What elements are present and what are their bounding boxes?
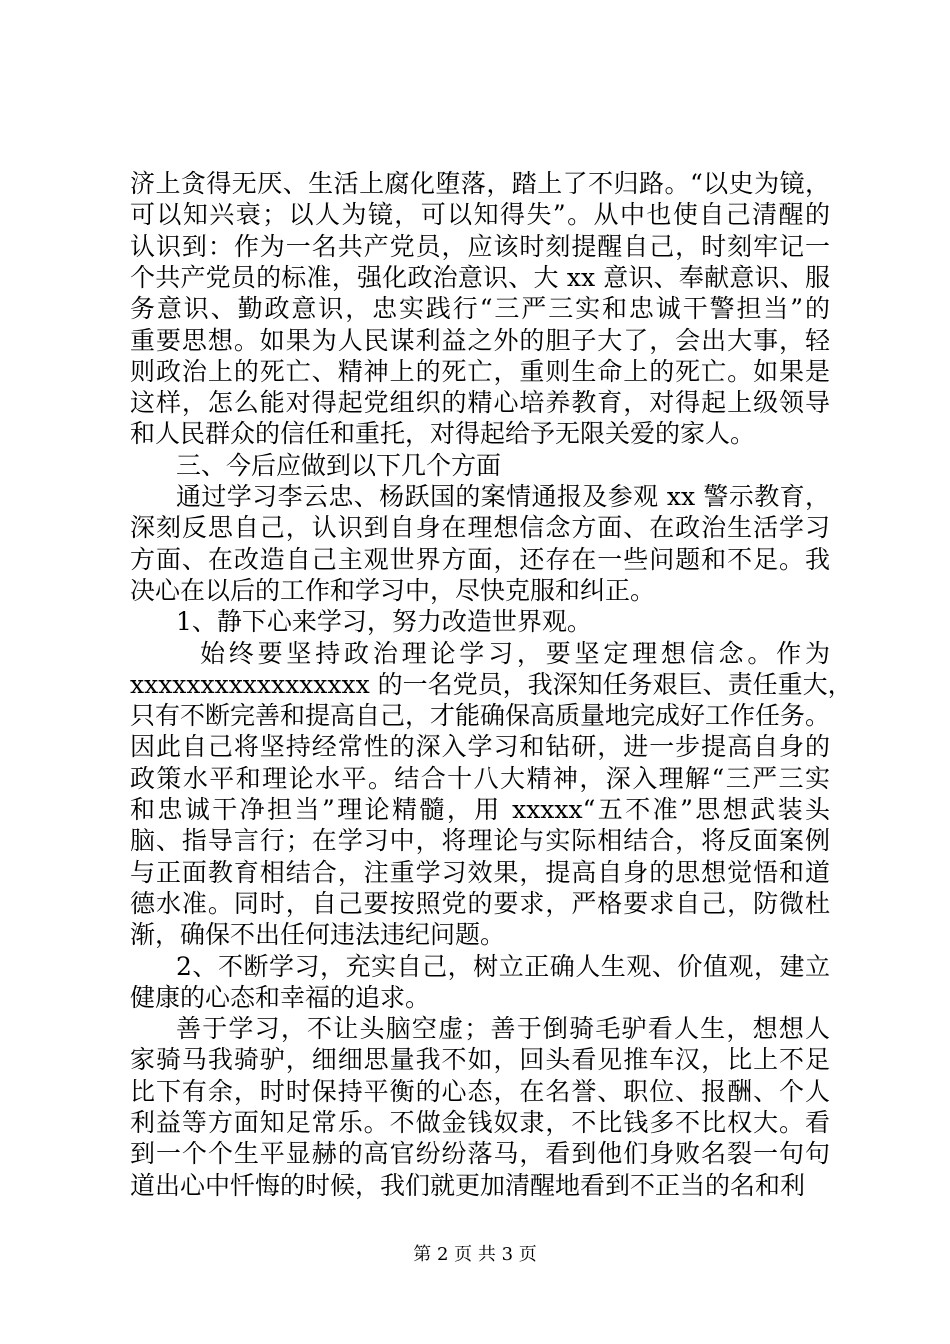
text-line: 务意识、勤政意识，忠实践行“三严三实和忠诚干警担当”的 xyxy=(130,294,830,324)
text-line: 因此自己将坚持经常性的深入学习和钻研，进一步提高自身的 xyxy=(130,732,830,762)
text-line: 比下有余，时时保持平衡的心态，在名誉、职位、报酬、个人 xyxy=(130,1076,830,1106)
text-line: 与正面教育相结合，注重学习效果，提高自身的思想觉悟和道 xyxy=(130,857,830,887)
text-line: 政策水平和理论水平。结合十八大精神，深入理解“三严三实 xyxy=(130,763,830,793)
text-line: 德水准。同时，自己要按照党的要求，严格要求自己，防微杜 xyxy=(130,888,830,918)
text-line: 渐，确保不出任何违法违纪问题。 xyxy=(130,920,506,950)
text-line: 通过学习李云忠、杨跃国的案情通报及参观 xx 警示教育， xyxy=(176,482,830,511)
text-line: 道出心中忏悔的时候，我们就更加清醒地看到不正当的名和利 xyxy=(130,1170,806,1200)
text-line: 到一个个生平显赫的高官纷纷落马，看到他们身败名裂一句句 xyxy=(130,1139,830,1169)
text-line: xxxxxxxxxxxxxxxxx 的一名党员，我深知任务艰巨、责任重大， xyxy=(130,669,853,699)
text-line: 则政治上的死亡、精神上的死亡，重则生命上的死亡。如果是 xyxy=(130,356,830,386)
text-line: 善于学习，不让头脑空虚；善于倒骑毛驴看人生，想想人 xyxy=(176,1014,830,1044)
text-line: 和人民群众的信任和重托，对得起给予无限关爱的家人。 xyxy=(130,419,756,449)
text-line: 方面、在改造自己主观世界方面，还存在一些问题和不足。我 xyxy=(130,544,830,574)
text-line: 始终要坚持政治理论学习，要坚定理想信念。作为 xyxy=(200,638,830,668)
text-line: 可以知兴衰；以人为镜，可以知得失”。从中也使自己清醒的 xyxy=(130,200,830,230)
subsection-heading: 1、静下心来学习，努力改造世界观。 xyxy=(176,607,592,637)
text-line: 脑、指导言行；在学习中，将理论与实际相结合，将反面案例 xyxy=(130,826,830,856)
text-line: 重要思想。如果为人民谋利益之外的胆子大了，会出大事，轻 xyxy=(130,325,830,355)
text-line: 家骑马我骑驴，细细思量我不如，回头看见推车汉，比上不足 xyxy=(130,1045,830,1075)
text-line: 这样，怎么能对得起党组织的精心培养教育，对得起上级领导 xyxy=(130,388,830,418)
text-line: 决心在以后的工作和学习中，尽快克服和纠正。 xyxy=(130,575,656,605)
text-line: 利益等方面知足常乐。不做金钱奴隶，不比钱多不比权大。看 xyxy=(130,1108,830,1137)
page-footer: 第 2 页 共 3 页 xyxy=(413,1244,537,1265)
text-line: 只有不断完善和提高自己，才能确保高质量地完成好工作任务。 xyxy=(130,701,831,731)
text-line: 和忠诚干净担当”理论精髓，用 xxxxx“五不准”思想武装头 xyxy=(130,795,830,824)
text-line: 认识到：作为一名共产党员，应该时刻提醒自己，时刻牢记一 xyxy=(130,231,830,261)
subsection-heading: 2、不断学习，充实自己，树立正确人生观、价值观，建立 xyxy=(176,951,830,981)
text-line: 济上贪得无厌、生活上腐化堕落，踏上了不归路。“以史为镜， xyxy=(130,169,830,198)
text-line: 深刻反思自己，认识到自身在理想信念方面、在政治生活学习 xyxy=(130,513,830,543)
text-line: 健康的心态和幸福的追求。 xyxy=(130,982,431,1012)
text-line: 个共产党员的标准，强化政治意识、大 xx 意识、奉献意识、服 xyxy=(130,262,830,292)
section-heading: 三、今后应做到以下几个方面 xyxy=(176,450,502,480)
